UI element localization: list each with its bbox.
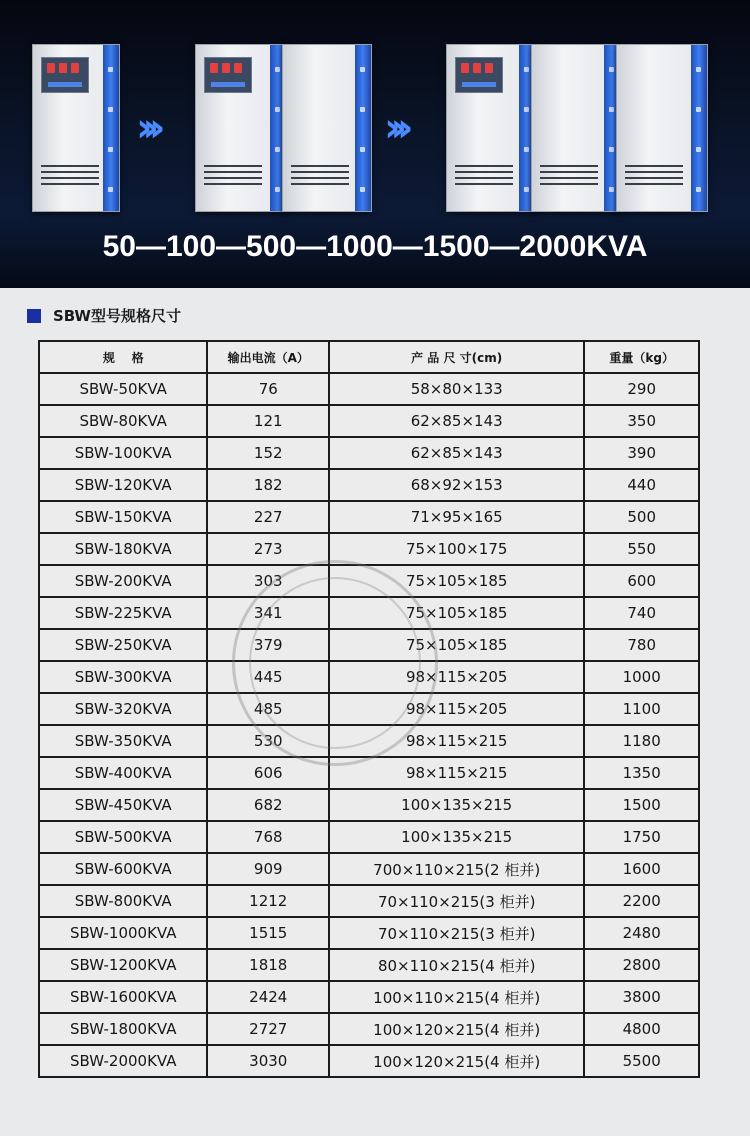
cell-size: 98×115×205 [329,661,584,693]
cell-weight: 780 [584,629,699,661]
cell-weight: 390 [584,437,699,469]
cell-size: 70×110×215(3 柜并) [329,885,584,917]
cell-size: 58×80×133 [329,373,584,405]
cell-model: SBW-180KVA [39,533,207,565]
cell-weight: 1750 [584,821,699,853]
cell-current: 485 [207,693,329,725]
cabinet-double-image-2 [282,44,372,212]
cell-size: 100×135×215 [329,789,584,821]
cell-weight: 1100 [584,693,699,725]
spec-table [38,340,700,1078]
cell-current: 1818 [207,949,329,981]
cell-size: 98×115×205 [329,693,584,725]
cabinet-single-image [32,44,120,212]
table-body [39,373,699,1077]
cell-model: SBW-100KVA [39,437,207,469]
table-row [39,821,699,853]
table-row [39,885,699,917]
column-header-current: 输出电流（A） [207,341,329,373]
cell-weight: 1600 [584,853,699,885]
table-row [39,1045,699,1077]
cell-model: SBW-150KVA [39,501,207,533]
table-row [39,501,699,533]
cell-size: 75×105×185 [329,565,584,597]
table-row [39,757,699,789]
cell-current: 379 [207,629,329,661]
cell-size: 62×85×143 [329,437,584,469]
cell-size: 62×85×143 [329,405,584,437]
cell-model: SBW-350KVA [39,725,207,757]
cell-current: 341 [207,597,329,629]
cell-size: 100×120×215(4 柜并) [329,1045,584,1077]
cell-size: 68×92×153 [329,469,584,501]
cell-size: 100×110×215(4 柜并) [329,981,584,1013]
cell-size: 100×135×215 [329,821,584,853]
cell-weight: 740 [584,597,699,629]
cell-model: SBW-400KVA [39,757,207,789]
cell-current: 909 [207,853,329,885]
table-row [39,917,699,949]
cell-model: SBW-500KVA [39,821,207,853]
column-header-weight: 重量（kg） [584,341,699,373]
cell-current: 2424 [207,981,329,1013]
cell-current: 182 [207,469,329,501]
cell-current: 606 [207,757,329,789]
cell-size: 700×110×215(2 柜并) [329,853,584,885]
table-row [39,373,699,405]
cell-size: 75×105×185 [329,597,584,629]
cell-weight: 1000 [584,661,699,693]
cell-weight: 1500 [584,789,699,821]
table-row [39,597,699,629]
cell-weight: 290 [584,373,699,405]
cabinet-triple-image [446,44,536,212]
cell-model: SBW-300KVA [39,661,207,693]
table-row [39,629,699,661]
cell-current: 121 [207,405,329,437]
table-row [39,789,699,821]
cell-weight: 1350 [584,757,699,789]
cell-weight: 5500 [584,1045,699,1077]
column-header-size: 产 品 尺 寸(cm) [329,341,584,373]
cell-model: SBW-600KVA [39,853,207,885]
cell-current: 227 [207,501,329,533]
cell-current: 768 [207,821,329,853]
table-header-row [39,341,699,373]
cell-size: 71×95×165 [329,501,584,533]
section-title: SBW型号规格尺寸 [53,307,181,325]
cell-weight: 500 [584,501,699,533]
cell-model: SBW-2000KVA [39,1045,207,1077]
cell-model: SBW-1800KVA [39,1013,207,1045]
cell-current: 1515 [207,917,329,949]
column-header-model: 规 格 [39,341,207,373]
table-row [39,533,699,565]
cell-model: SBW-225KVA [39,597,207,629]
cell-model: SBW-200KVA [39,565,207,597]
cell-current: 682 [207,789,329,821]
table-row [39,981,699,1013]
cabinet-triple-image-2 [531,44,621,212]
cell-model: SBW-80KVA [39,405,207,437]
cell-model: SBW-320KVA [39,693,207,725]
cell-current: 1212 [207,885,329,917]
cell-size: 75×100×175 [329,533,584,565]
cell-model: SBW-450KVA [39,789,207,821]
table-row [39,1013,699,1045]
cell-weight: 4800 [584,1013,699,1045]
cell-size: 70×110×215(3 柜并) [329,917,584,949]
cell-weight: 2800 [584,949,699,981]
cell-model: SBW-50KVA [39,373,207,405]
cell-model: SBW-120KVA [39,469,207,501]
table-row [39,949,699,981]
cell-current: 445 [207,661,329,693]
cell-model: SBW-1600KVA [39,981,207,1013]
table-row [39,405,699,437]
cell-current: 2727 [207,1013,329,1045]
cell-size: 100×120×215(4 柜并) [329,1013,584,1045]
cell-weight: 2200 [584,885,699,917]
table-row [39,437,699,469]
cell-weight: 350 [584,405,699,437]
cell-weight: 600 [584,565,699,597]
cabinet-double-image [195,44,287,212]
table-row [39,725,699,757]
cell-current: 303 [207,565,329,597]
chevron-right-icon: ››› [384,105,404,151]
table-row [39,661,699,693]
table-row [39,469,699,501]
table-row [39,853,699,885]
cell-weight: 1180 [584,725,699,757]
cell-current: 76 [207,373,329,405]
cell-model: SBW-1200KVA [39,949,207,981]
cell-size: 98×115×215 [329,757,584,789]
cell-size: 80×110×215(4 柜并) [329,949,584,981]
table-row [39,565,699,597]
cell-weight: 550 [584,533,699,565]
cell-current: 152 [207,437,329,469]
cell-model: SBW-1000KVA [39,917,207,949]
chevron-right-icon: ››› [136,105,156,151]
cabinet-triple-image-3 [616,44,708,212]
cell-current: 3030 [207,1045,329,1077]
cell-current: 273 [207,533,329,565]
cell-weight: 440 [584,469,699,501]
cell-size: 75×105×185 [329,629,584,661]
cell-weight: 3800 [584,981,699,1013]
cell-size: 98×115×215 [329,725,584,757]
table-row [39,693,699,725]
cell-current: 530 [207,725,329,757]
square-marker-icon [27,309,41,323]
capacity-range-title: 50—100—500—1000—1500—2000KVA [102,230,648,263]
product-banner [0,0,750,288]
cell-model: SBW-800KVA [39,885,207,917]
cell-weight: 2480 [584,917,699,949]
cell-model: SBW-250KVA [39,629,207,661]
